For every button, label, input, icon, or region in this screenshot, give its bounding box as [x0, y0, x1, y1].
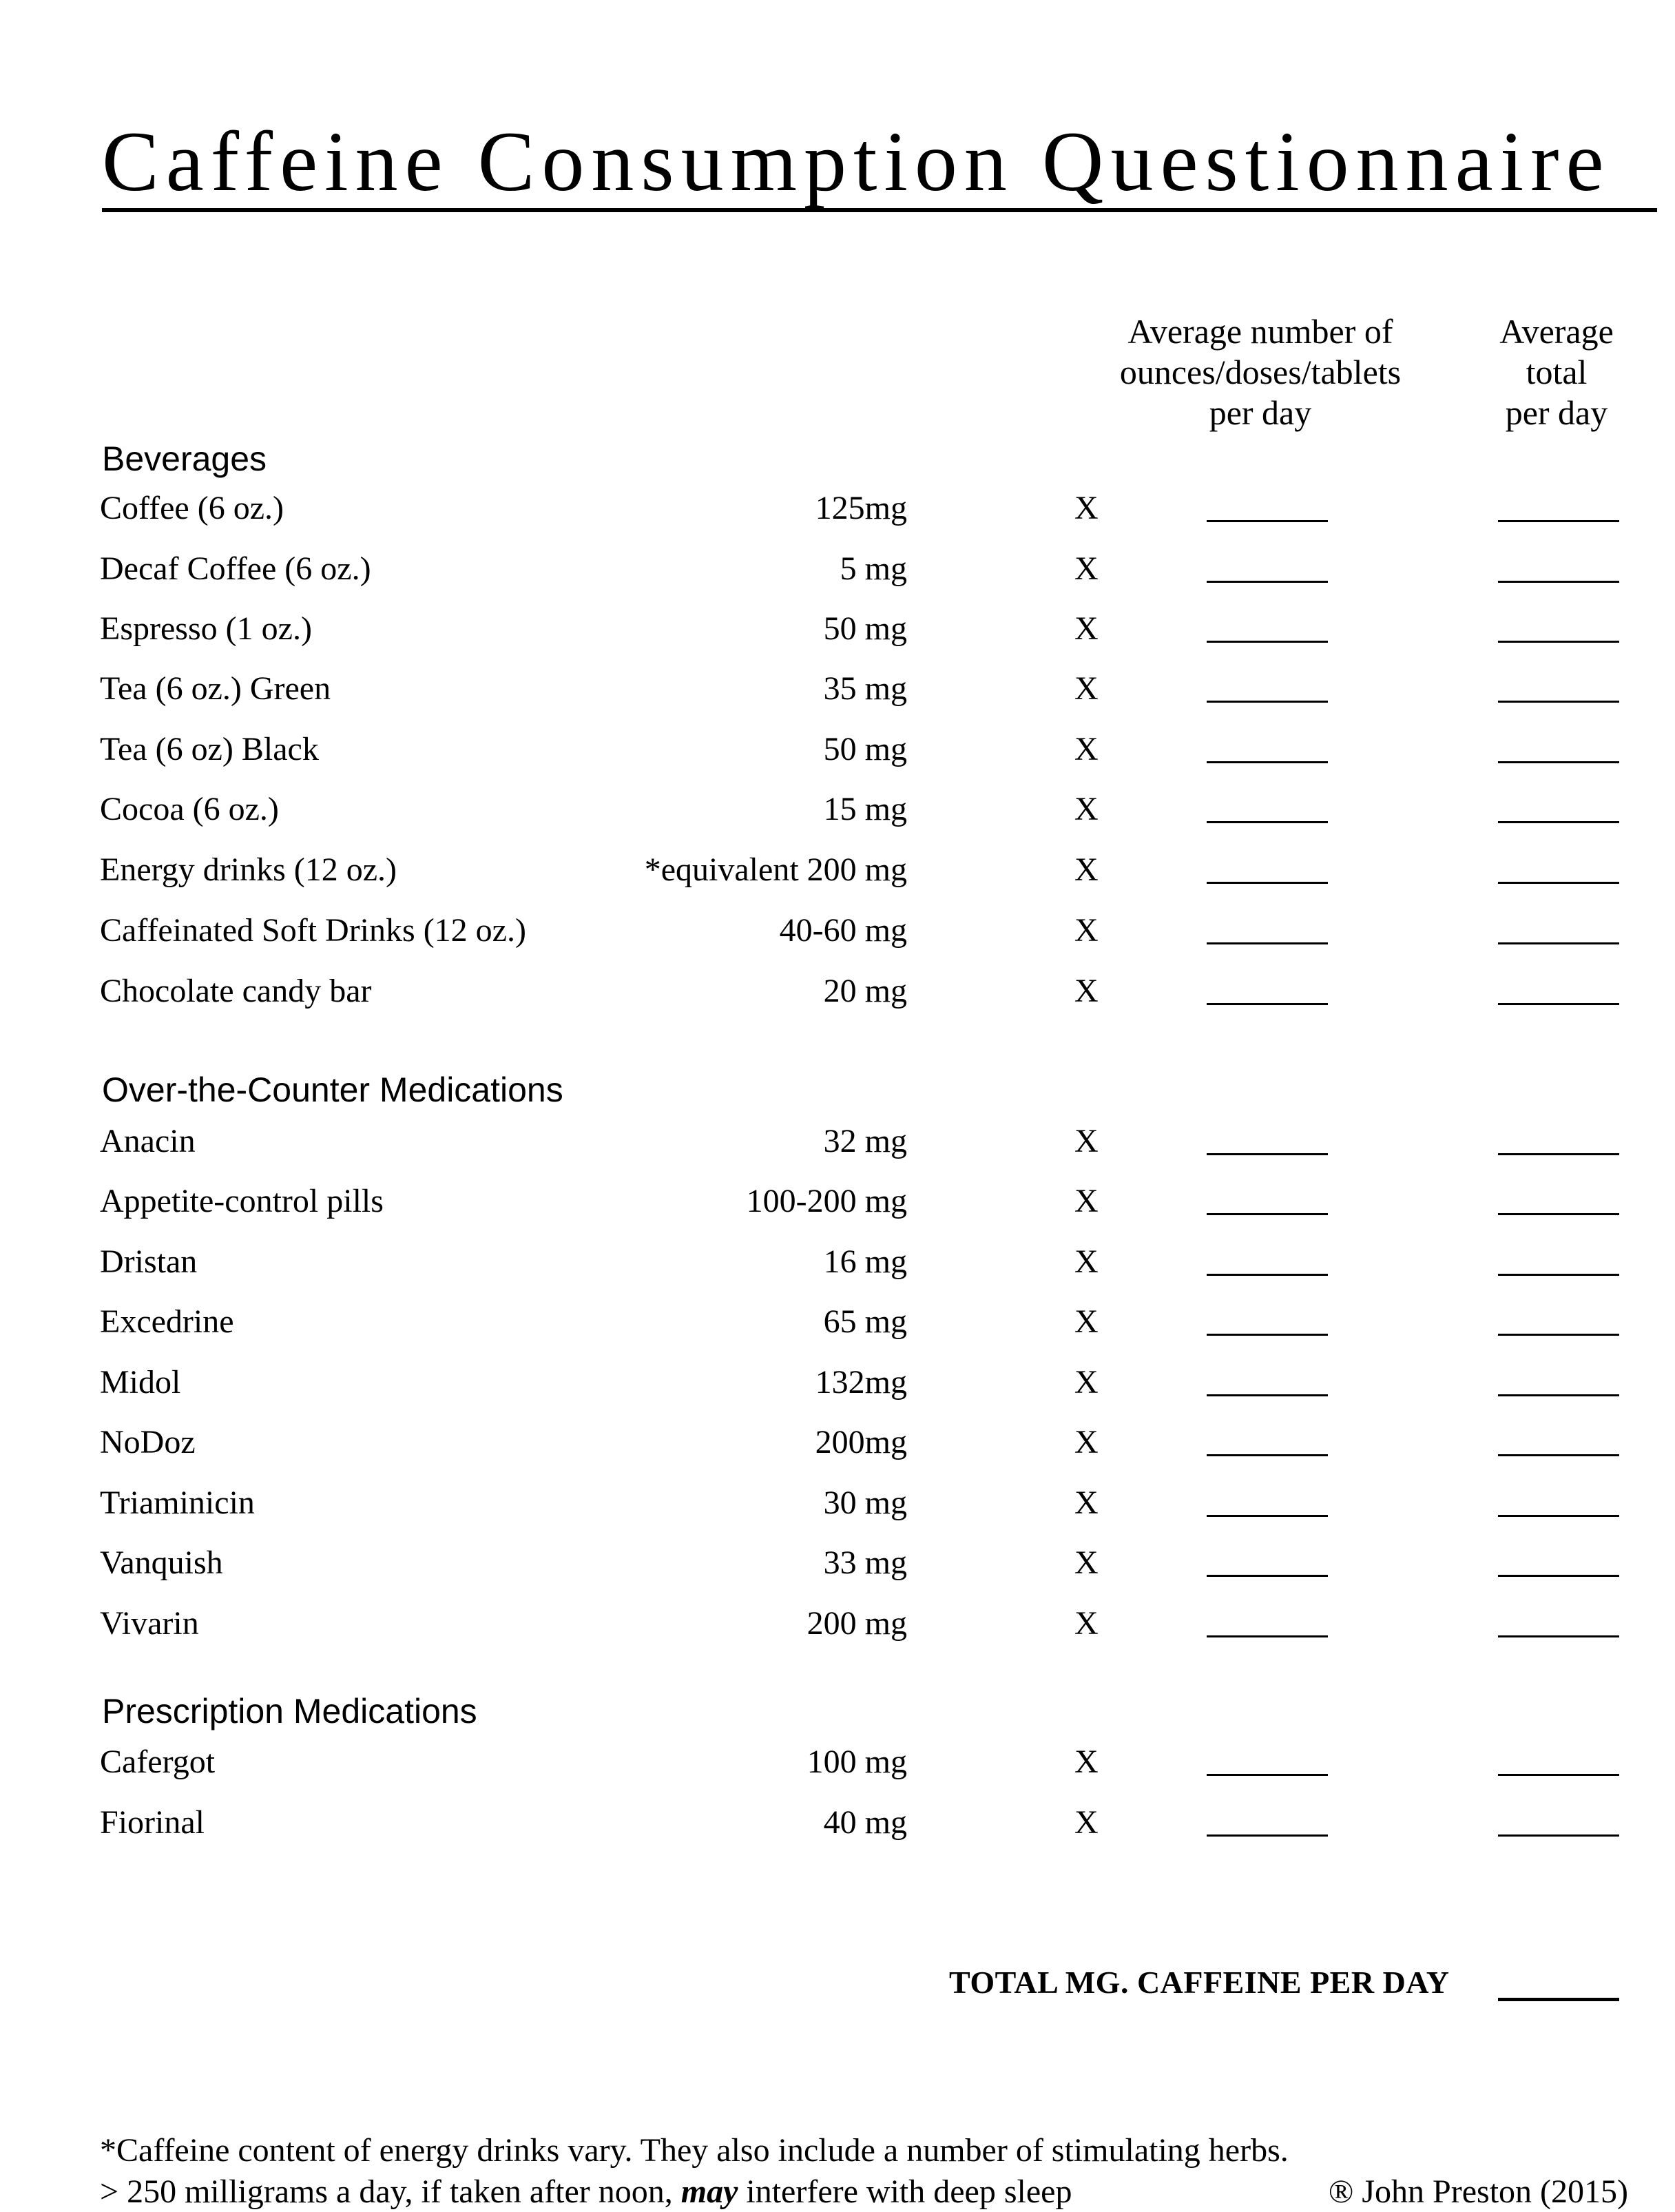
column-header-line: per day	[1209, 393, 1312, 432]
item-caffeine-amount: 32 mg	[823, 1123, 907, 1159]
questionnaire-row	[0, 846, 1675, 894]
item-name: Chocolate candy bar	[100, 973, 372, 1009]
item-caffeine-amount: 5 mg	[840, 550, 907, 587]
multiply-sign: X	[1074, 1544, 1099, 1581]
average-total-blank[interactable]	[1498, 882, 1619, 884]
page-title: Caffeine Consumption Questionnaire	[102, 116, 1657, 212]
average-total-blank[interactable]	[1498, 1213, 1619, 1215]
multiply-sign: X	[1074, 851, 1099, 888]
average-number-blank[interactable]	[1207, 882, 1328, 884]
column-header-line: per day	[1505, 393, 1608, 432]
average-number-blank[interactable]	[1207, 701, 1328, 703]
item-name: Tea (6 oz.) Green	[100, 670, 331, 707]
questionnaire-row	[0, 1738, 1675, 1786]
average-total-blank[interactable]	[1498, 1575, 1619, 1577]
footnote-sleep-emphasis: may	[680, 2173, 738, 2210]
average-total-blank[interactable]	[1498, 1274, 1619, 1276]
multiply-sign: X	[1074, 1183, 1099, 1219]
item-name: Anacin	[100, 1123, 196, 1159]
multiply-sign: X	[1074, 1364, 1099, 1400]
item-name: NoDoz	[100, 1424, 196, 1460]
average-total-blank[interactable]	[1498, 1774, 1619, 1776]
multiply-sign: X	[1074, 670, 1099, 707]
average-total-blank[interactable]	[1498, 821, 1619, 823]
average-number-blank[interactable]	[1207, 1575, 1328, 1577]
multiply-sign: X	[1074, 1424, 1099, 1460]
questionnaire-row	[0, 605, 1675, 653]
item-caffeine-amount: 125mg	[815, 490, 907, 526]
multiply-sign: X	[1074, 550, 1099, 587]
item-caffeine-amount: 100-200 mg	[746, 1183, 907, 1219]
item-name: Vivarin	[100, 1605, 199, 1642]
footnote-sleep-text: > 250 milligrams a day, if taken after noon,	[100, 2173, 681, 2210]
average-number-blank[interactable]	[1207, 1003, 1328, 1005]
multiply-sign: X	[1074, 1804, 1099, 1841]
item-caffeine-amount: 40-60 mg	[779, 912, 907, 949]
item-name: Cafergot	[100, 1744, 216, 1780]
total-caffeine-label: TOTAL MG. CAFFEINE PER DAY	[949, 1965, 1450, 2000]
average-total-blank[interactable]	[1498, 701, 1619, 703]
item-caffeine-amount: 65 mg	[823, 1303, 907, 1340]
multiply-sign: X	[1074, 1303, 1099, 1340]
questionnaire-row	[0, 1479, 1675, 1527]
questionnaire-row	[0, 1177, 1675, 1226]
section-heading: Beverages	[102, 440, 267, 478]
questionnaire-row	[0, 1799, 1675, 1847]
questionnaire-row	[0, 484, 1675, 533]
average-number-blank[interactable]	[1207, 1515, 1328, 1517]
column-header-line: Average number of	[1127, 312, 1393, 351]
item-caffeine-amount: 100 mg	[807, 1744, 907, 1780]
questionnaire-row	[0, 1418, 1675, 1467]
average-total-blank[interactable]	[1498, 1003, 1619, 1005]
average-total-blank[interactable]	[1498, 1515, 1619, 1517]
average-number-blank[interactable]	[1207, 1153, 1328, 1155]
column-header-line: ounces/doses/tablets	[1119, 353, 1402, 391]
multiply-sign: X	[1074, 791, 1099, 827]
average-number-blank[interactable]	[1207, 1394, 1328, 1396]
multiply-sign: X	[1074, 490, 1099, 526]
average-number-blank[interactable]	[1207, 1635, 1328, 1637]
average-total-blank[interactable]	[1498, 1334, 1619, 1336]
item-name: Excedrine	[100, 1303, 234, 1340]
average-number-blank[interactable]	[1207, 520, 1328, 522]
average-total-blank[interactable]	[1498, 1834, 1619, 1837]
column-header-average-total	[1467, 311, 1646, 433]
average-total-blank[interactable]	[1498, 581, 1619, 583]
average-total-blank[interactable]	[1498, 1454, 1619, 1456]
average-total-blank[interactable]	[1498, 1635, 1619, 1637]
average-total-blank[interactable]	[1498, 1153, 1619, 1155]
average-total-blank[interactable]	[1498, 942, 1619, 944]
item-caffeine-amount: 200 mg	[807, 1605, 907, 1642]
average-number-blank[interactable]	[1207, 1274, 1328, 1276]
item-name: Cocoa (6 oz.)	[100, 791, 279, 827]
item-caffeine-amount: 16 mg	[823, 1243, 907, 1280]
average-number-blank[interactable]	[1207, 1454, 1328, 1456]
item-name: Vanquish	[100, 1544, 223, 1581]
item-caffeine-amount: 50 mg	[823, 731, 907, 767]
multiply-sign: X	[1074, 610, 1099, 647]
multiply-sign: X	[1074, 1605, 1099, 1642]
item-name: Tea (6 oz) Black	[100, 731, 319, 767]
average-number-blank[interactable]	[1207, 942, 1328, 944]
item-caffeine-amount: 30 mg	[823, 1485, 907, 1521]
section-heading: Prescription Medications	[102, 1692, 477, 1730]
multiply-sign: X	[1074, 731, 1099, 767]
average-total-blank[interactable]	[1498, 520, 1619, 522]
multiply-sign: X	[1074, 912, 1099, 949]
section-heading: Over-the-Counter Medications	[102, 1071, 563, 1109]
footnote-energy-drinks: *Caffeine content of energy drinks vary. They also include a number of stimulating herbs.	[100, 2132, 1289, 2169]
questionnaire-row	[0, 1600, 1675, 1648]
item-name: Triaminicin	[100, 1485, 255, 1521]
questionnaire-row	[0, 967, 1675, 1015]
questionnaire-row	[0, 1539, 1675, 1587]
footnote-sleep-text-end: interfere with deep sleep	[738, 2173, 1072, 2210]
average-total-blank[interactable]	[1498, 641, 1619, 643]
average-number-blank[interactable]	[1207, 641, 1328, 643]
column-header-line: total	[1526, 353, 1588, 391]
item-caffeine-amount: *equivalent 200 mg	[644, 851, 907, 888]
item-name: Energy drinks (12 oz.)	[100, 851, 397, 888]
questionnaire-row	[0, 665, 1675, 713]
item-caffeine-amount: 20 mg	[823, 973, 907, 1009]
questionnaire-row	[0, 1117, 1675, 1166]
copyright: ® John Preston (2015)	[1328, 2173, 1628, 2210]
item-caffeine-amount: 50 mg	[823, 610, 907, 647]
total-caffeine-blank[interactable]	[1498, 1998, 1619, 2001]
item-caffeine-amount: 15 mg	[823, 791, 907, 827]
multiply-sign: X	[1074, 1744, 1099, 1780]
multiply-sign: X	[1074, 1123, 1099, 1159]
item-caffeine-amount: 40 mg	[823, 1804, 907, 1841]
multiply-sign: X	[1074, 1243, 1099, 1280]
questionnaire-row	[0, 1238, 1675, 1286]
item-name: Appetite-control pills	[100, 1183, 384, 1219]
item-caffeine-amount: 200mg	[815, 1424, 907, 1460]
average-number-blank[interactable]	[1207, 1334, 1328, 1336]
average-number-blank[interactable]	[1207, 761, 1328, 763]
questionnaire-row	[0, 725, 1675, 774]
item-name: Caffeinated Soft Drinks (12 oz.)	[100, 912, 526, 949]
item-name: Decaf Coffee (6 oz.)	[100, 550, 371, 587]
average-number-blank[interactable]	[1207, 581, 1328, 583]
footnote-sleep	[100, 2172, 1072, 2212]
questionnaire-row	[0, 1298, 1675, 1346]
item-name: Midol	[100, 1364, 181, 1400]
average-number-blank[interactable]	[1207, 1774, 1328, 1776]
column-header-line: Average	[1499, 312, 1614, 351]
questionnaire-row	[0, 545, 1675, 593]
average-total-blank[interactable]	[1498, 761, 1619, 763]
multiply-sign: X	[1074, 1485, 1099, 1521]
multiply-sign: X	[1074, 973, 1099, 1009]
item-name: Espresso (1 oz.)	[100, 610, 312, 647]
questionnaire-row	[0, 785, 1675, 834]
average-total-blank[interactable]	[1498, 1394, 1619, 1396]
column-header-average-number	[1081, 311, 1439, 433]
average-number-blank[interactable]	[1207, 1213, 1328, 1215]
item-name: Dristan	[100, 1243, 198, 1280]
item-caffeine-amount: 132mg	[815, 1364, 907, 1400]
item-caffeine-amount: 33 mg	[823, 1544, 907, 1581]
item-name: Fiorinal	[100, 1804, 205, 1841]
questionnaire-row	[0, 907, 1675, 955]
questionnaire-row	[0, 1358, 1675, 1407]
average-number-blank[interactable]	[1207, 821, 1328, 823]
item-caffeine-amount: 35 mg	[823, 670, 907, 707]
item-name: Coffee (6 oz.)	[100, 490, 284, 526]
average-number-blank[interactable]	[1207, 1834, 1328, 1837]
